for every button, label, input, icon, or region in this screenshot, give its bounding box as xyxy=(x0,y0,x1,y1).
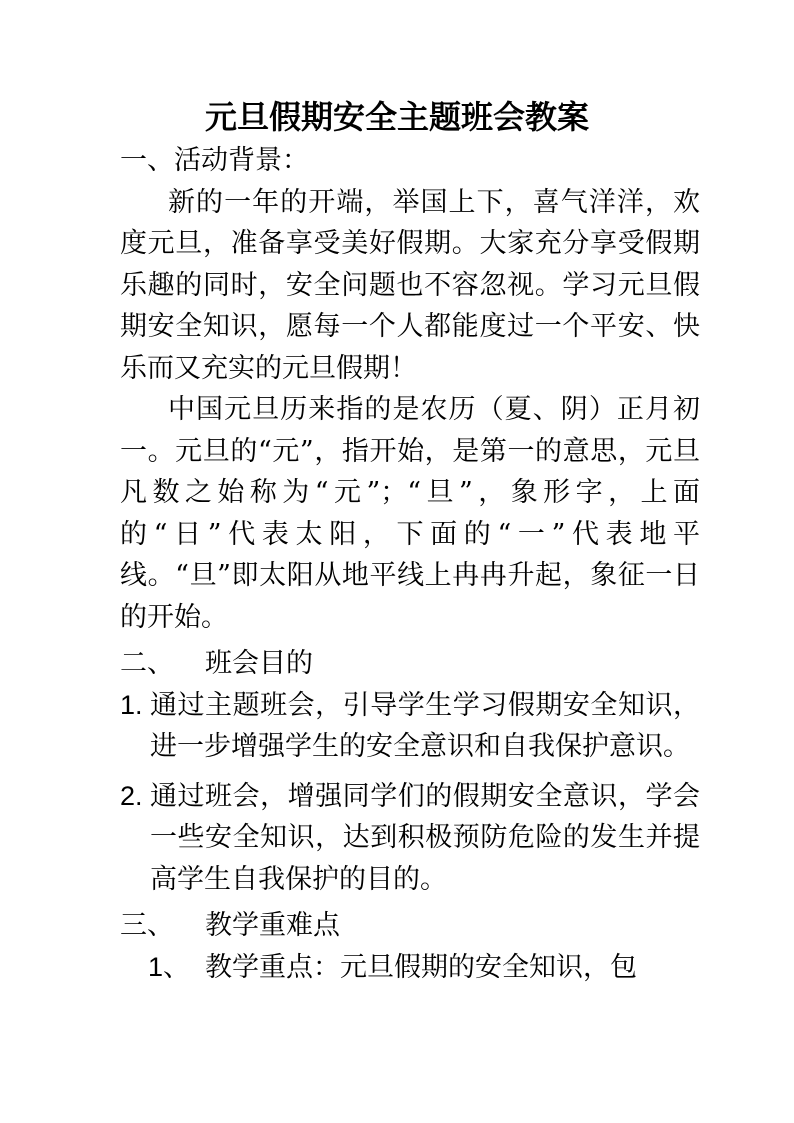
list-marker: 2. xyxy=(120,780,143,811)
section-3-title: 教学重难点 xyxy=(205,910,340,941)
list-marker: 1. xyxy=(120,689,143,720)
list-item-text: 通过班会，增强同学们的假期安全意识，学会一些安全知识，达到积极预防危险的发生并提高学生自我保护的目的。 xyxy=(150,780,700,895)
key-points-list-item xyxy=(120,947,700,989)
section-1-paragraph-1: 新的一年的开端，举国上下，喜气洋洋，欢度元旦，准备享受美好假期。大家充分享受假期乐趣的同时，安全问题也不容忽视。学习元旦假期安全知识，愿每一个人都能度过一个平安、快乐而又充实的元旦假期！ xyxy=(120,186,700,384)
document-title: 元旦假期安全主题班会教案 xyxy=(204,98,589,136)
section-2-title: 班会目的 xyxy=(205,648,313,679)
key-points-list xyxy=(120,947,700,989)
list-item-text: 通过主题班会，引导学生学习假期安全知识，进一步增强学生的安全意识和自我保护意识。 xyxy=(150,689,700,762)
section-1-title: 活动背景： xyxy=(174,145,309,176)
purpose-list-item xyxy=(120,685,700,768)
document-body xyxy=(120,140,700,988)
section-1-paragraph-2: 中国元旦历来指的是农历（夏、阴）正月初一。元旦的“元”，指开始，是第一的意思，元旦凡数之始称为“元”；“旦”，象形字，上面的“日”代表太阳，下面的“一”代表地平线。“旦”即太阳从地平线上冉冉升起，象征一日的开始。 xyxy=(120,394,700,633)
section-2-number: 二、 xyxy=(120,648,174,679)
list-item-text: 教学重点：元旦假期的安全知识，包 xyxy=(205,951,637,983)
section-1-number: 一、 xyxy=(120,145,174,176)
section-1-heading xyxy=(120,140,700,182)
list-marker: 1、 xyxy=(148,951,191,982)
purpose-list xyxy=(120,685,700,901)
section-3-heading xyxy=(120,905,700,947)
section-3-number: 三、 xyxy=(120,910,174,941)
purpose-list-item xyxy=(120,776,700,901)
section-2-heading xyxy=(120,643,700,685)
